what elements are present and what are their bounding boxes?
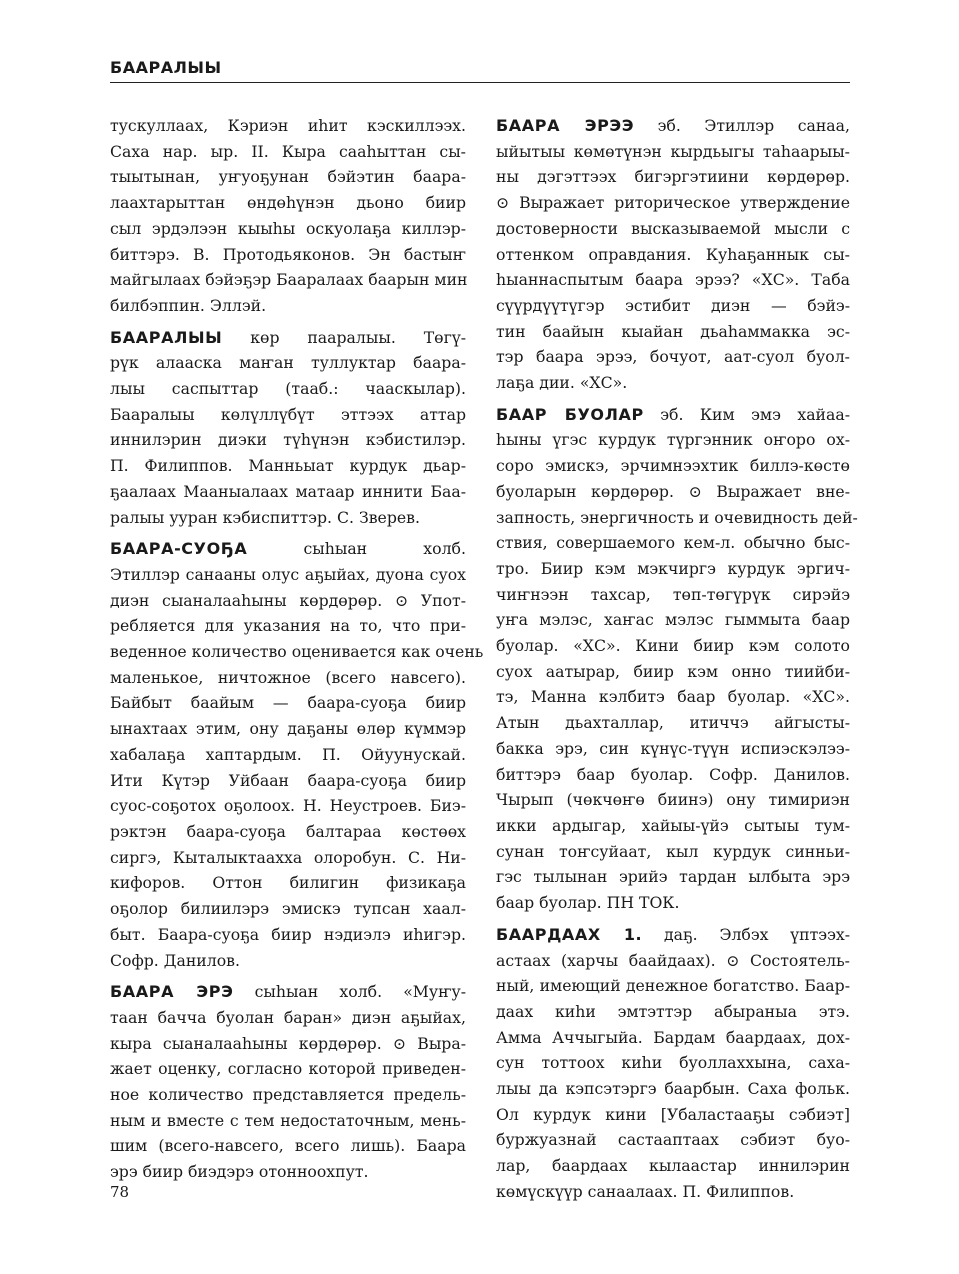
text-line: икки ардыгар, хайыы-үйэ сытыы тум- — [496, 815, 850, 835]
text-line: уҥа мэлэс, хаҥас мэлэс гыммыта баар — [496, 610, 850, 630]
right-column — [496, 113, 858, 1205]
text-line: Амма Аччыгыйа. Бардам баардаах, дох- — [496, 1027, 850, 1047]
text-line: Софр. Данилов. — [110, 950, 240, 970]
text-line: лаахтарыттан өндөhүнэн дьоно биир — [110, 193, 466, 213]
text-line: даах киhи эмтэттэр абыраныа этэ. — [496, 1001, 850, 1021]
text-line: Саха нар. ыр. II. Кыра сааhыттан сы- — [110, 141, 466, 161]
entry-headword-line: БААР БУОЛАР эб. Ким эмэ хайаа- — [496, 404, 851, 424]
entry-headword: БААР БУОЛАР — [496, 404, 644, 424]
text-line: ребляется для указания на то, что при- — [110, 616, 466, 636]
entry-headword: БААРА-СУОҔА — [110, 539, 248, 559]
text-line: шим (всего-навсего, всего лишь). Баара — [110, 1136, 466, 1156]
text-line: ное количество представляется предель- — [110, 1085, 466, 1105]
text-line: ралыы ууран кэбиспиттэр. С. Зверев. — [110, 507, 420, 527]
text-line: Атын дьахталлар, итиччэ айгысты- — [496, 713, 850, 733]
page-number: 78 — [110, 1183, 130, 1201]
text-line: биттэрэ. В. Протодьяконов. Эн бастыҥ — [110, 244, 466, 264]
left-column — [110, 113, 484, 1185]
text-line: тэ, Манна кэлбитэ баар буолар. «ХС». — [496, 687, 850, 707]
text-line: лар, баардаах кылаастар иннилэрин — [496, 1156, 850, 1176]
text-line: hыны үгэс курдук түргэнник оҥоро ох- — [496, 430, 850, 450]
header-rule — [110, 82, 850, 83]
text-line: буоларын көрдөрөр. ⊙ Выражает вне- — [496, 481, 850, 501]
text-line: Чырып (чөкчөҥө биинэ) ону тимириэн — [496, 790, 850, 810]
text-line: запность, энергичность и очевидность дей- — [496, 507, 858, 527]
text-line: эрэ биир биэдэрэ отонноохпут. — [110, 1162, 369, 1182]
text-line: веденное количество оценивается как очень — [110, 642, 484, 662]
text-line: тыытынан, уҥуоҕунан бэйэтин баара- — [110, 167, 466, 187]
text-line: П. Филиппов. Манньыат курдук дьар- — [110, 456, 466, 476]
entry-headword: БААРДААХ 1. — [496, 924, 643, 944]
text-line: рэктэн баара-суоҕа балтараа көстөөх — [110, 821, 466, 841]
text-line: сүүрдүүтүгэр эстибит диэн — бэйэ- — [496, 295, 850, 315]
text-line: астаах (харчы баайдаах). ⊙ Состоятель- — [496, 950, 850, 970]
text-line: лыы да кэпсэтэргэ баарбын. Саха фольк. — [496, 1079, 850, 1099]
entry-headword-line: БААРА ЭРЭЭ эб. Этиллэр санаа, — [496, 116, 850, 135]
running-header: БААРАЛЫЫ — [110, 58, 222, 77]
text-line: оттенком оправдания. Куhаҕаннык сы- — [496, 244, 850, 264]
text-line: иннилэрин диэки түhүнэн кэбистилэр. — [110, 430, 466, 450]
text-line: Этиллэр санааны олус аҕыйах, дуона суох — [110, 564, 466, 584]
text-line: оҕолор билиилэрэ эмискэ тупсан хаал- — [110, 899, 466, 919]
text-line: жает оценку, согласно которой приведен- — [110, 1059, 466, 1079]
entry-headword-line: БААРДААХ 1. даҕ. Элбэх үптээх- — [496, 924, 850, 944]
text-line: лыы саспыттар (тааб.: чааскылар). — [110, 379, 466, 399]
text-line: тро. Биир кэм мэкчиргэ курдук эргич- — [496, 558, 850, 578]
text-line: майгылаах бэйэҕэр Бааралаах баарын мин — [110, 270, 468, 290]
text-line: баар буолар. ПН ТОК. — [496, 893, 680, 913]
text-line: буржуазнай састааптаах сэбиэт буо- — [496, 1130, 850, 1150]
text-line: ҕаалаах Мааныалаах матаар иннити Баа- — [110, 481, 466, 501]
text-line: чиҥнээн тахсар, төп-төгүрүк сирэйэ — [496, 584, 850, 604]
text-line: Ити Күтэр Уйбаан баара-суоҕа биир — [110, 770, 466, 790]
text-line: hыаннаспытым баара эрээ? «ХС». Таба — [496, 270, 850, 290]
text-line: буолар. «ХС». Кини биир кэм солото — [496, 636, 850, 656]
text-line: соро эмискэ, эрчимнээхтик биллэ-көстө — [496, 456, 850, 476]
text-line: ным и вместе с тем недостаточным, мень- — [110, 1110, 466, 1130]
text-line: Бааралыы көлүллүбүт эттээх аттар — [110, 404, 466, 424]
text-line: ствия, совершаемого кем-л. обычно быс- — [496, 533, 850, 553]
entry-headword-line: БААРА-СУОҔА сыhыан холб. — [110, 539, 466, 559]
text-line: суох аатырар, биир кэм онно тиийби- — [496, 661, 850, 681]
text-line: Ол курдук кини [Убаластааҕы сэбиэт] — [496, 1104, 850, 1124]
entry-headword: БААРА ЭРЭЭ — [496, 116, 635, 135]
entry-headword-line: БААРА ЭРЭ сыhыан холб. «Муҥу- — [110, 982, 466, 1002]
text-line: маленькое, ничтожное (всего навсего). — [110, 667, 466, 687]
text-line: ⊙ Выражает риторическое утверждение — [496, 193, 850, 213]
text-line: көмүскүүр санаалаах. П. Филиппов. — [496, 1181, 795, 1201]
text-line: тин баайын кыайан дьаhаммакка эс- — [496, 321, 850, 341]
text-line: тэр баара эрээ, бочуот, аат-суол буол- — [496, 347, 850, 367]
text-line: таан бачча буолан баран» диэн аҕыйах, — [110, 1007, 466, 1027]
text-line: сунан тоҥсуйаат, кыл курдук синньи- — [496, 841, 850, 861]
text-line: кыра сыаналааhыны көрдөрөр. ⊙ Выра- — [110, 1033, 466, 1053]
text-line: билбэппин. Эллэй. — [110, 295, 267, 315]
entry-headword-line: БААРАЛЫЫ көр пааралыы. Төгү- — [110, 327, 466, 347]
text-line: кифоров. Оттон билигин физикаҕа — [110, 873, 466, 893]
text-line: биттэрэ баар буолар. Софр. Данилов. — [496, 764, 850, 784]
text-line: достоверности высказываемой мысли с — [496, 218, 850, 238]
text-line: диэн сыаналааhыны көрдөрөр. ⊙ Упот- — [110, 590, 466, 610]
text-line: бакка эрэ, син күнүс-түүн испиэскэлээ- — [496, 738, 850, 758]
text-line: ны дэгэттээх бигэргэтиини көрдөрөр. — [496, 167, 850, 187]
text-line: сиргэ, Кыталыктааххa олоробун. С. Ни- — [110, 847, 466, 867]
text-line: сун тоттоох киhи буоллаххына, саха- — [496, 1053, 850, 1073]
entry-headword: БААРА ЭРЭ — [110, 982, 234, 1002]
text-line: лаҕа дии. «ХС». — [496, 373, 628, 393]
text-line: суос-соҕотох оҕолоох. Н. Неустроев. Биэ- — [110, 796, 466, 816]
text-line: ыйытыы көмөтүнэн кырдьыгы таhаарыы- — [496, 141, 850, 161]
text-line: Байбыт баайым — баара-суоҕа биир — [110, 693, 466, 713]
text-line: быт. Баара-суоҕа биир нэдиэлэ иhигэр. — [110, 924, 466, 944]
text-line: ный, имеющий денежное богатство. Баар- — [496, 976, 850, 996]
text-line: ынахтаах этим, ону даҕаны өлөр күммэр — [110, 719, 466, 739]
entry-headword: БААРАЛЫЫ — [110, 327, 223, 347]
text-line: тускуллаах, Кэриэн иhит кэскиллээх. — [110, 116, 466, 135]
text-line: хабалаҕа хаптардым. П. Ойуунускай. — [110, 744, 466, 764]
text-line: гэс тылынан эрийэ тардан ылбыта эрэ — [496, 867, 850, 887]
text-line: рүк алааска маҥан туллуктар баара- — [110, 353, 466, 373]
text-line: сыл эрдэлээн кыыhы оскуолаҕа киллэр- — [110, 218, 466, 238]
